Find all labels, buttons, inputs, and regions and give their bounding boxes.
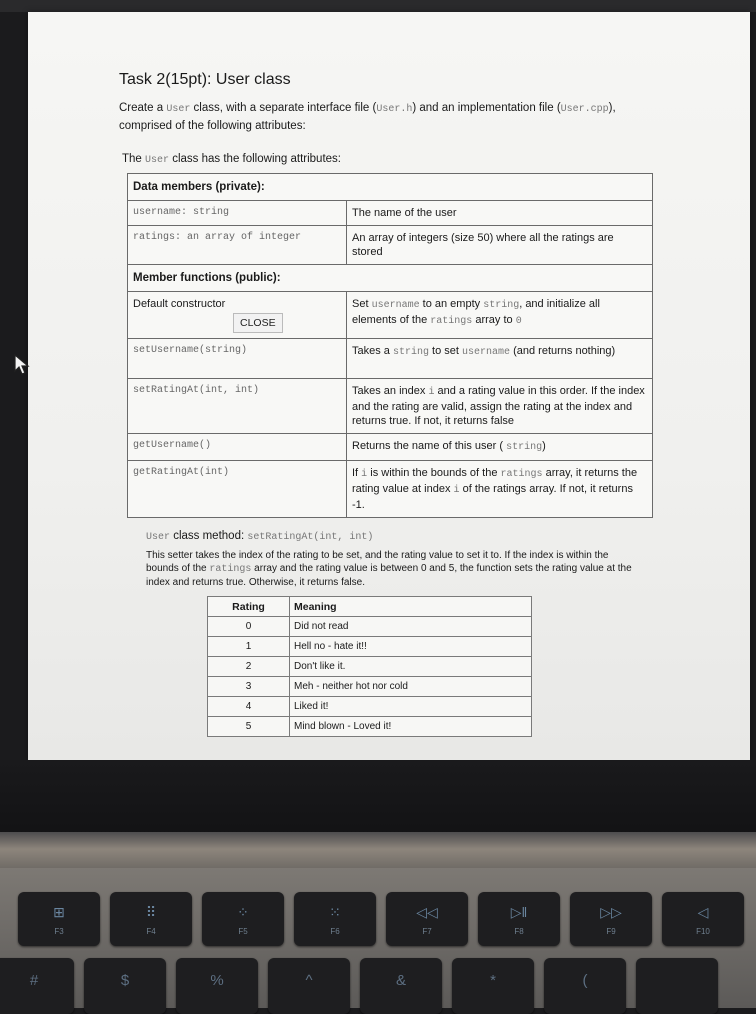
rating-value: 5 — [208, 717, 290, 737]
rating-meaning: Mind blown - Loved it! — [290, 717, 532, 737]
member-desc: An array of integers (size 50) where all the ratings are stored — [347, 226, 653, 265]
key-caret[interactable]: ^ — [268, 958, 350, 1014]
member-functions-header: Member functions (public): — [128, 265, 653, 292]
table-row — [128, 292, 653, 339]
key-asterisk[interactable]: * — [452, 958, 534, 1014]
table-row — [128, 379, 653, 434]
f5-key[interactable]: ⁘ F5 — [202, 892, 284, 946]
f7-key[interactable]: ◁◁ F7 — [386, 892, 468, 946]
table-row — [208, 677, 532, 697]
key-dollar[interactable]: $ — [84, 958, 166, 1014]
table-section-row — [128, 265, 653, 292]
function-name: Default constructor — [133, 298, 226, 310]
mouse-cursor-icon — [14, 354, 30, 376]
function-desc: Set username to an empty string, and initialize all elements of the ratings array to 0 — [347, 292, 653, 339]
intro-code: User.cpp — [560, 104, 609, 115]
rating-meaning: Did not read — [290, 617, 532, 637]
f6-key[interactable]: ⁙ F6 — [294, 892, 376, 946]
keyboard-backlight-down-icon: ⁘ — [237, 904, 249, 920]
document-page — [28, 12, 750, 760]
rating-meaning: Hell no - hate it!! — [290, 637, 532, 657]
table-row — [208, 717, 532, 737]
function-name: setRatingAt(int, int) — [128, 379, 347, 434]
table-row — [208, 637, 532, 657]
intro-code: User — [166, 104, 191, 115]
table-row — [128, 434, 653, 461]
table-row — [128, 339, 653, 379]
mission-control-icon: ⊞ — [53, 904, 65, 920]
intro-code: User.h — [376, 104, 413, 115]
f10-key[interactable]: ◁ F10 — [662, 892, 744, 946]
rating-value: 2 — [208, 657, 290, 677]
f8-key[interactable]: ▷‖ F8 — [478, 892, 560, 946]
member-name: ratings: an array of integer — [128, 226, 347, 265]
table-row — [128, 201, 653, 226]
screen-top-bezel — [0, 0, 756, 12]
launchpad-icon: ⠿ — [145, 904, 157, 920]
function-desc: If i is within the bounds of the ratings array, it returns the rating value at index i of the ratings array. If not, it returns -1. — [347, 461, 653, 518]
f3-key[interactable]: ⊞ F3 — [18, 892, 100, 946]
rating-value: 4 — [208, 697, 290, 717]
intro-text: ), comprised of the following attributes: — [119, 102, 616, 132]
attributes-table — [127, 173, 653, 518]
task-intro — [119, 100, 639, 135]
rating-header: Rating — [208, 597, 290, 617]
rating-table-header — [208, 597, 532, 617]
rating-value: 3 — [208, 677, 290, 697]
f9-key[interactable]: ▷▷ F9 — [570, 892, 652, 946]
key-close-paren[interactable] — [636, 958, 718, 1014]
function-name: getUsername() — [128, 434, 347, 461]
attributes-caption: The User class has the following attributes: — [122, 153, 341, 166]
rating-meaning: Liked it! — [290, 697, 532, 717]
method-section — [146, 530, 636, 589]
laptop-screen-bottom — [0, 760, 756, 838]
page-title: Task 2(15pt): User class — [119, 71, 291, 88]
intro-text: class, with a separate interface file ( — [190, 102, 377, 114]
table-section-row — [128, 174, 653, 201]
rating-meaning: Don't like it. — [290, 657, 532, 677]
table-row — [208, 617, 532, 637]
mute-icon: ◁ — [697, 904, 709, 920]
rewind-icon: ◁◁ — [416, 904, 438, 920]
laptop-hinge — [0, 832, 756, 870]
function-desc: Takes a string to set username (and returns nothing) — [347, 339, 653, 379]
member-desc: The name of the user — [347, 201, 653, 226]
table-row — [208, 657, 532, 677]
function-name: setUsername(string) — [128, 339, 347, 379]
data-members-header: Data members (private): — [128, 174, 653, 201]
rating-value: 1 — [208, 637, 290, 657]
intro-text: ) and an implementation file ( — [412, 102, 561, 114]
laptop-keyboard — [0, 868, 756, 1008]
key-ampersand[interactable]: & — [360, 958, 442, 1014]
function-desc: Takes an index i and a rating value in this order. If the index and the rating are valid, assign the rating at the index and returns true. If not, it returns false — [347, 379, 653, 434]
method-description: This setter takes the index of the rating to be set, and the rating value to set it to. If the index is within the bounds of the ratings array and the rating value is between 0 and 5, the function sets the rating value at the index and returns true. Otherwise, it returns false. — [146, 550, 632, 588]
function-name: getRatingAt(int) — [128, 461, 347, 518]
close-button[interactable]: CLOSE — [233, 313, 283, 333]
table-row — [128, 461, 653, 518]
keyboard-backlight-up-icon: ⁙ — [329, 904, 341, 920]
fast-forward-icon: ▷▷ — [600, 904, 622, 920]
intro-text: Create a — [119, 102, 167, 114]
function-desc: Returns the name of this user ( string) — [347, 434, 653, 461]
f4-key[interactable]: ⠿ F4 — [110, 892, 192, 946]
play-pause-icon: ▷‖ — [510, 904, 528, 920]
function-cell — [128, 292, 347, 339]
rating-value: 0 — [208, 617, 290, 637]
rating-table — [207, 596, 532, 737]
key-percent[interactable]: % — [176, 958, 258, 1014]
key-open-paren[interactable]: ( — [544, 958, 626, 1014]
table-row — [128, 226, 653, 265]
key-hash[interactable]: # — [0, 958, 74, 1014]
method-title: User class method: setRatingAt(int, int) — [146, 530, 374, 543]
table-row — [208, 697, 532, 717]
rating-meaning: Meh - neither hot nor cold — [290, 677, 532, 697]
member-name: username: string — [128, 201, 347, 226]
meaning-header: Meaning — [290, 597, 532, 617]
